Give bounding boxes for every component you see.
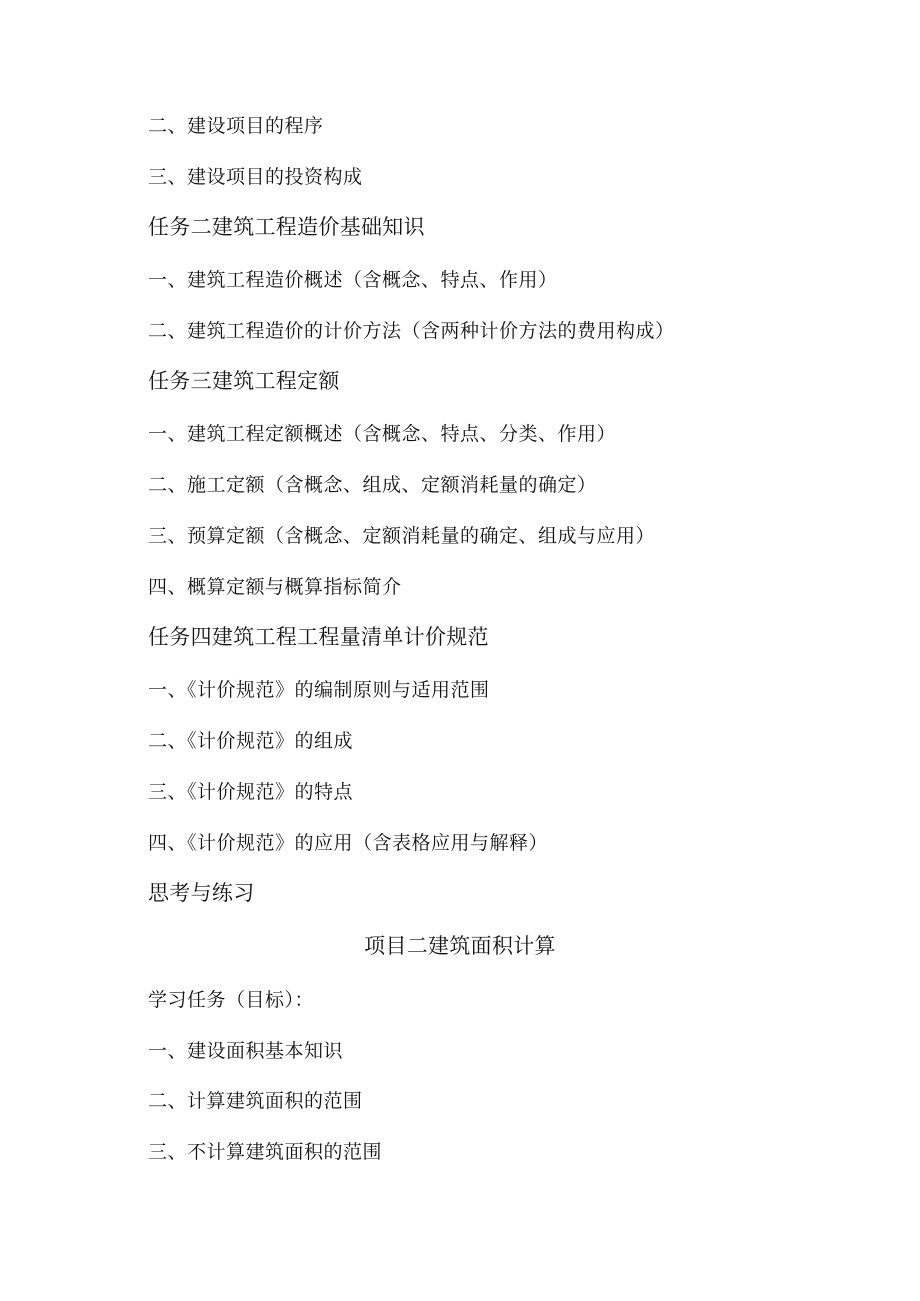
- list-item: 三、预算定额（含概念、定额消耗量的确定、组成与应用）: [148, 525, 656, 547]
- list-item: 二、《计价规范》的组成: [148, 730, 354, 752]
- list-item: 三、《计价规范》的特点: [148, 781, 354, 803]
- task-heading: 任务四建筑工程工程量清单计价规范: [148, 625, 489, 649]
- project-title: 项目二建筑面积计算: [364, 934, 556, 958]
- list-item: 二、计算建筑面积的范围: [148, 1090, 363, 1112]
- list-item: 二、施工定额（含概念、组成、定额消耗量的确定）: [148, 474, 597, 496]
- task-heading: 任务三建筑工程定额: [148, 369, 340, 393]
- list-item: 四、概算定额与概算指标简介: [148, 576, 402, 598]
- list-item: 一、建筑工程定额概述（含概念、特点、分类、作用）: [148, 423, 617, 445]
- list-item: 一、建设面积基本知识: [148, 1040, 344, 1062]
- task-heading: 任务二建筑工程造价基础知识: [148, 215, 425, 239]
- list-item: 三、建设项目的投资构成: [148, 166, 363, 188]
- exercise-heading: 思考与练习: [148, 881, 255, 905]
- list-item: 二、建设项目的程序: [148, 115, 324, 137]
- list-item: 一、《计价规范》的编制原则与适用范围: [148, 679, 490, 701]
- list-item: 四、《计价规范》的应用（含表格应用与解释）: [148, 832, 549, 854]
- list-item: 三、不计算建筑面积的范围: [148, 1141, 383, 1163]
- learning-tasks-label: 学习任务（目标）：: [148, 989, 315, 1011]
- list-item: 一、建筑工程造价概述（含概念、特点、作用）: [148, 269, 558, 291]
- list-item: 二、建筑工程造价的计价方法（含两种计价方法的费用构成）: [148, 320, 675, 342]
